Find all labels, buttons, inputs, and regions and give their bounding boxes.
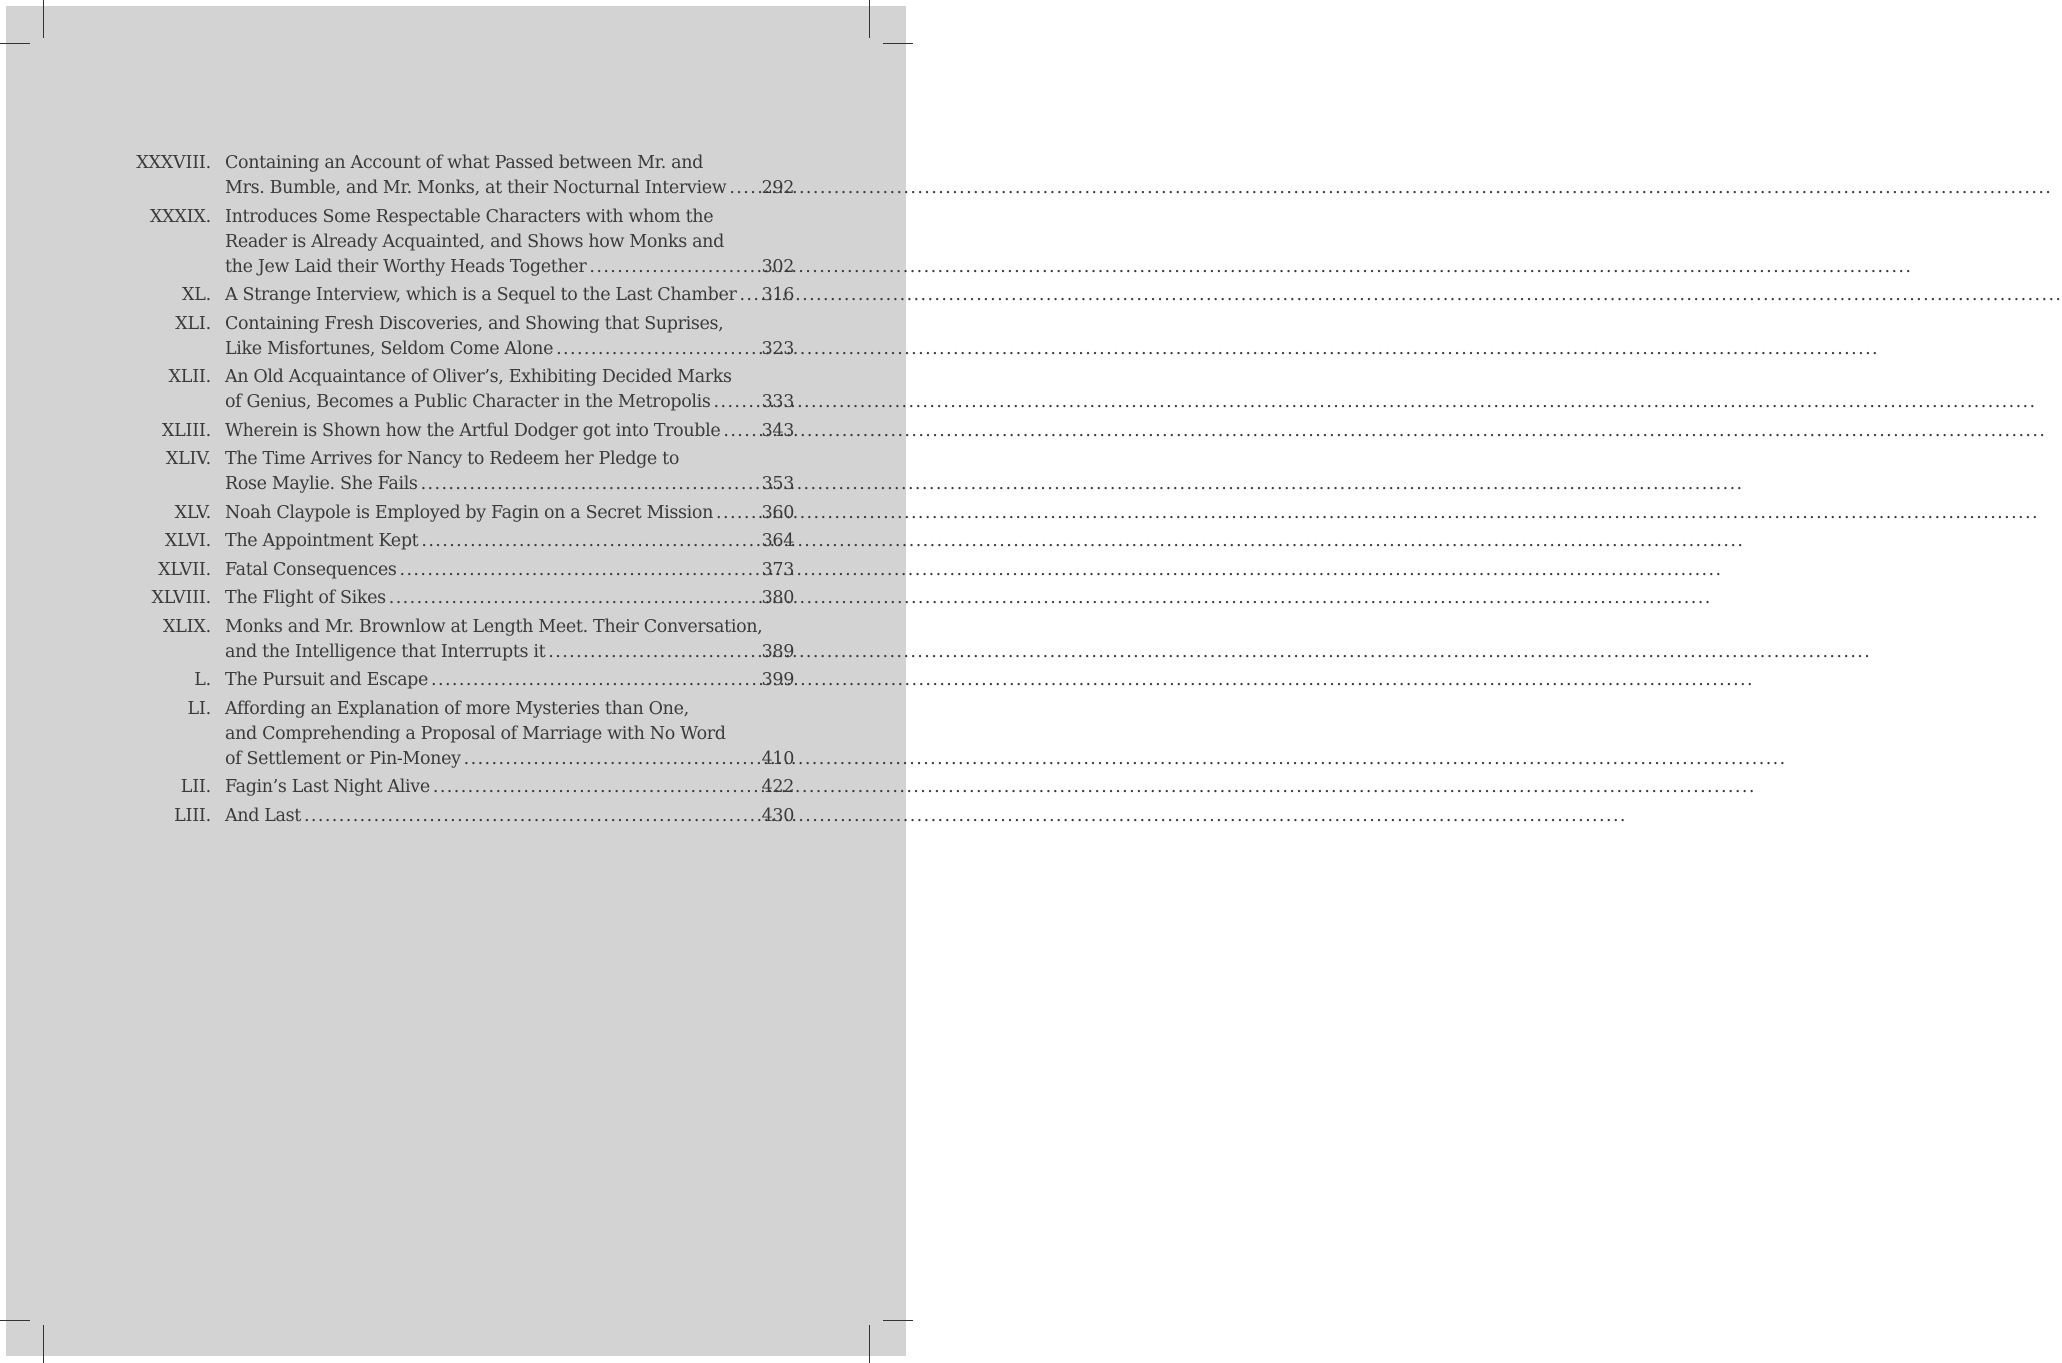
- chapter-title: [225, 615, 794, 665]
- chapter-title-line: Monks and Mr. Brownlow at Length Meet. Their Conversation,: [225, 616, 763, 637]
- toc-entry: [0, 775, 913, 800]
- chapter-title: [225, 697, 794, 772]
- book-page-sheet: [0, 0, 913, 1363]
- page-number: 422: [761, 777, 794, 797]
- chapter-title-line: Fagin’s Last Night Alive: [225, 777, 430, 797]
- chapter-title-last-line: [225, 747, 794, 772]
- dot-leader: [431, 668, 759, 693]
- crop-mark: [43, 1325, 44, 1363]
- chapter-title-last-line: [225, 529, 794, 554]
- chapter-number: L.: [194, 670, 211, 690]
- chapter-title-line: Introduces Some Respectable Characters with whom the: [225, 206, 714, 227]
- chapter-number: LI.: [187, 698, 211, 719]
- crop-mark: [0, 43, 30, 44]
- chapter-title: [225, 586, 794, 611]
- page-number: 343: [761, 420, 794, 441]
- page-number: 323: [761, 338, 794, 359]
- toc-entry: [0, 447, 913, 497]
- chapter-title-last-line: [225, 419, 794, 444]
- chapter-title-line: and Comprehending a Proposal of Marriage with No Word: [225, 723, 726, 744]
- chapter-title-last-line: [225, 804, 794, 829]
- chapter-title-last-line: [225, 472, 794, 497]
- chapter-title-last-line: [225, 255, 794, 280]
- chapter-title-line: Containing an Account of what Passed between Mr. and: [225, 153, 704, 173]
- dot-leader: [723, 419, 758, 444]
- toc-entry: [0, 804, 913, 829]
- dot-leader: [464, 747, 759, 772]
- chapter-title-line: The Time Arrives for Nancy to Redeem her Pledge to: [225, 449, 680, 469]
- chapter-title-line: of Settlement or Pin-Money: [225, 748, 461, 769]
- chapter-title: [225, 447, 794, 497]
- dot-leader: [556, 337, 759, 362]
- dot-leader: [433, 775, 759, 800]
- toc-entry: [0, 668, 913, 693]
- chapter-title-last-line: [225, 501, 794, 526]
- table-of-contents: [0, 151, 913, 832]
- chapter-number: XXXIX.: [149, 206, 211, 227]
- chapter-title-line: An Old Acquaintance of Oliver’s, Exhibiting Decided Marks: [225, 367, 732, 387]
- chapter-title: [225, 501, 794, 526]
- dot-leader: [304, 804, 759, 829]
- chapter-title-line: Reader is Already Acquainted, and Shows how Monks and: [225, 231, 724, 252]
- chapter-title: [225, 668, 794, 693]
- chapter-title: [225, 558, 794, 583]
- chapter-title: [225, 205, 794, 280]
- dot-leader: [714, 390, 759, 415]
- chapter-title-line: Wherein is Shown how the Artful Dodger got into Trouble: [225, 420, 721, 441]
- chapter-title-line: The Appointment Kept: [225, 531, 419, 551]
- chapter-title: [225, 312, 794, 362]
- toc-entry: [0, 419, 913, 444]
- page-number: 373: [761, 559, 794, 580]
- page-number: 353: [761, 474, 794, 494]
- chapter-title-line: Mrs. Bumble, and Mr. Monks, at their Nocturnal Interview: [225, 178, 727, 198]
- chapter-title-last-line: [225, 558, 794, 583]
- chapter-title: [225, 804, 794, 829]
- dot-leader: [716, 501, 759, 526]
- chapter-title-line: A Strange Interview, which is a Sequel to the Last Chamber: [225, 285, 737, 305]
- chapter-number: LIII.: [174, 805, 211, 826]
- chapter-number: XLVIII.: [151, 588, 211, 608]
- chapter-title-line: Like Misfortunes, Seldom Come Alone: [225, 338, 554, 359]
- dot-leader: [421, 529, 758, 554]
- toc-entry: [0, 365, 913, 415]
- toc-entry: [0, 205, 913, 280]
- dot-leader: [739, 283, 758, 308]
- page-number: 389: [761, 641, 794, 662]
- chapter-number: XLI.: [175, 313, 211, 334]
- chapter-number: LII.: [180, 777, 211, 797]
- page-number: 316: [761, 285, 794, 305]
- page-number: 292: [761, 178, 794, 198]
- toc-entry: [0, 151, 913, 201]
- chapter-number: XL.: [181, 285, 211, 305]
- chapter-number: XLVII.: [158, 559, 211, 580]
- chapter-title-line: Affording an Explanation of more Mysteries than One,: [225, 698, 689, 719]
- page-number: 410: [761, 748, 794, 769]
- chapter-title-line: The Flight of Sikes: [225, 588, 386, 608]
- chapter-title: [225, 151, 794, 201]
- dot-leader: [389, 586, 759, 611]
- chapter-title-line: of Genius, Becomes a Public Character in the Metropolis: [225, 392, 711, 412]
- dot-leader: [589, 255, 758, 280]
- toc-entry: [0, 558, 913, 583]
- page-number: 430: [761, 805, 794, 826]
- page-number: 302: [761, 256, 794, 277]
- chapter-title-line: Containing Fresh Discoveries, and Showing that Suprises,: [225, 313, 724, 334]
- crop-mark: [883, 1320, 913, 1321]
- toc-entry: [0, 312, 913, 362]
- chapter-number: XLIX.: [162, 616, 211, 637]
- page-number: 399: [761, 670, 794, 690]
- chapter-title: [225, 529, 794, 554]
- dot-leader: [400, 558, 759, 583]
- chapter-number: XLII.: [168, 367, 211, 387]
- chapter-title-last-line: [225, 640, 794, 665]
- chapter-title-last-line: [225, 390, 794, 415]
- chapter-title-last-line: [225, 586, 794, 611]
- chapter-number: XLVI.: [164, 531, 211, 551]
- chapter-title-line: Rose Maylie. She Fails: [225, 474, 418, 494]
- chapter-title-last-line: [225, 775, 794, 800]
- chapter-number: XLIV.: [165, 449, 211, 469]
- toc-entry: [0, 501, 913, 526]
- page-number: 364: [761, 531, 794, 551]
- page-number: 380: [761, 588, 794, 608]
- chapter-title: [225, 365, 794, 415]
- dot-leader: [421, 472, 759, 497]
- chapter-title: [225, 775, 794, 800]
- chapter-title-last-line: [225, 668, 794, 693]
- toc-entry: [0, 586, 913, 611]
- chapter-number: XLIII.: [161, 420, 211, 441]
- crop-mark: [869, 0, 870, 38]
- toc-entry: [0, 529, 913, 554]
- chapter-title: [225, 283, 794, 308]
- chapter-title-last-line: [225, 176, 794, 201]
- chapter-title-line: And Last: [225, 805, 301, 826]
- crop-mark: [883, 43, 913, 44]
- crop-mark: [0, 1320, 30, 1321]
- page-number: 333: [761, 392, 794, 412]
- chapter-title-line: Fatal Consequences: [225, 559, 397, 580]
- chapter-title: [225, 419, 794, 444]
- chapter-title-last-line: [225, 283, 794, 308]
- toc-entry: [0, 615, 913, 665]
- dot-leader: [548, 640, 758, 665]
- chapter-title-line: and the Intelligence that Interrupts it: [225, 641, 546, 662]
- chapter-title-last-line: [225, 337, 794, 362]
- chapter-title-line: Noah Claypole is Employed by Fagin on a Secret Mission: [225, 502, 714, 523]
- chapter-title-line: the Jew Laid their Worthy Heads Together: [225, 256, 587, 277]
- toc-entry: [0, 697, 913, 772]
- chapter-number: XXXVIII.: [136, 153, 211, 173]
- chapter-number: XLV.: [174, 502, 211, 523]
- toc-entry: [0, 283, 913, 308]
- dot-leader: [729, 176, 758, 201]
- chapter-title-line: The Pursuit and Escape: [225, 670, 429, 690]
- page-number: 360: [761, 502, 794, 523]
- crop-mark: [43, 0, 44, 38]
- crop-mark: [869, 1325, 870, 1363]
